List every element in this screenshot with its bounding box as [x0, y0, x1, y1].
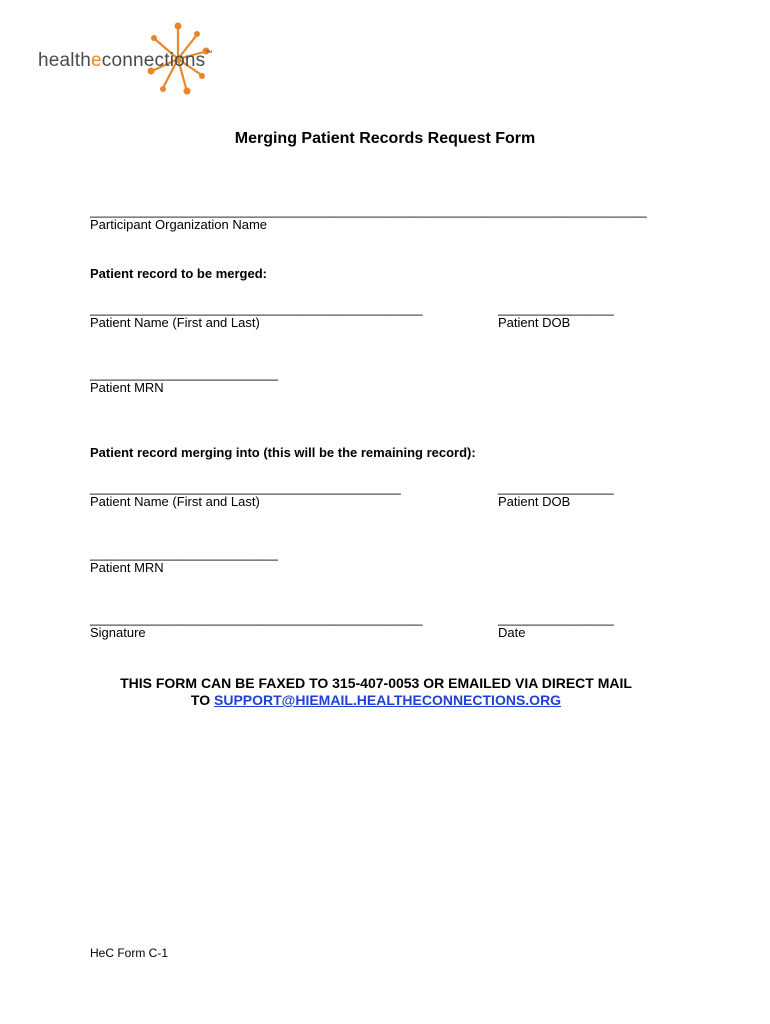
s2-patient-mrn-field-line[interactable]: __________________________: [90, 546, 278, 561]
date-label: Date: [498, 625, 526, 640]
s1-patient-dob-field-line[interactable]: ________________: [498, 301, 614, 316]
s1-patient-mrn-field-line[interactable]: __________________________: [90, 366, 278, 381]
form-title: Merging Patient Records Request Form: [234, 130, 536, 147]
s1-patient-dob-label: Patient DOB: [498, 315, 571, 330]
support-email-link[interactable]: SUPPORT@HIEMAIL.HEALTHECONNECTIONS.ORG: [214, 692, 562, 708]
form-footer-id: HeC Form C-1: [90, 946, 169, 960]
org-name-field-line[interactable]: _____________________________________________________________________________: [90, 203, 647, 218]
date-field-line[interactable]: ________________: [498, 611, 614, 626]
s2-patient-name-field-line[interactable]: ___________________________________________: [90, 480, 401, 495]
submission-notice-line1: THIS FORM CAN BE FAXED TO 315-407-0053 OR EMAILED VIA DIRECT MAIL: [120, 675, 632, 691]
s2-patient-name-label: Patient Name (First and Last): [90, 494, 260, 509]
healtheconnections-logo: [38, 18, 218, 100]
section2-heading: Patient record merging into (this will be the remaining record):: [90, 445, 476, 460]
submission-notice-prefix: TO: [190, 692, 214, 708]
s1-patient-mrn-label: Patient MRN: [90, 380, 164, 395]
section1-heading: Patient record to be merged:: [90, 266, 267, 281]
submission-notice-line2: [0, 692, 752, 708]
org-name-label: Participant Organization Name: [90, 217, 268, 232]
s1-patient-name-field-line[interactable]: ______________________________________________: [90, 301, 423, 316]
s1-patient-name-label: Patient Name (First and Last): [90, 315, 260, 330]
logo-wordmark: healtheconnections™: [38, 50, 213, 71]
s2-patient-dob-label: Patient DOB: [498, 494, 571, 509]
s2-patient-dob-field-line[interactable]: ________________: [498, 480, 614, 495]
s2-patient-mrn-label: Patient MRN: [90, 560, 164, 575]
signature-field-line[interactable]: ______________________________________________: [90, 611, 423, 626]
signature-label: Signature: [90, 625, 146, 640]
